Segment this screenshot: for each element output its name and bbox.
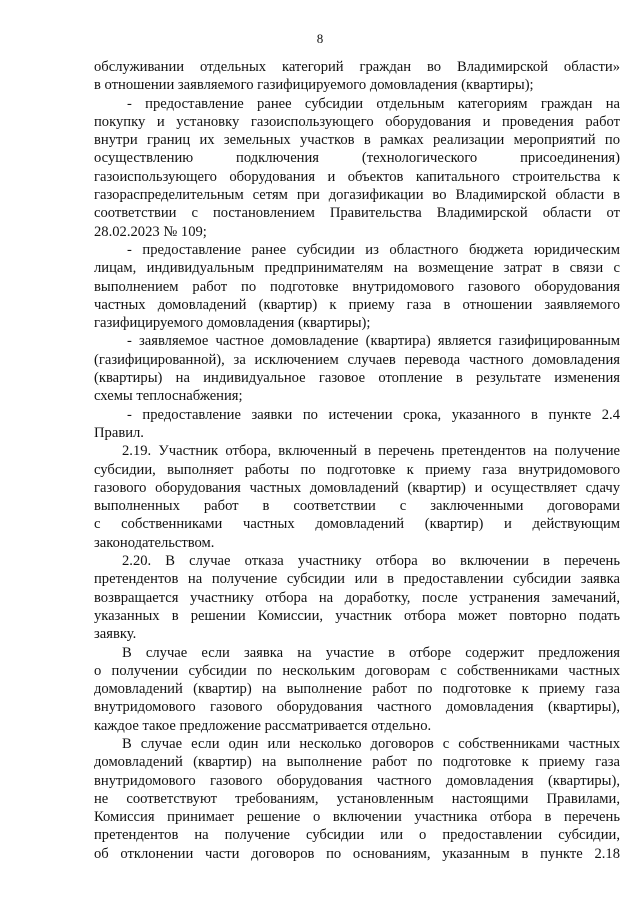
text-line: газифицируемого домовладения (квартиры);: [94, 315, 371, 332]
text-line: законодательством.: [94, 534, 215, 551]
page-number: 8: [316, 31, 324, 46]
paragraph: [94, 442, 620, 552]
text-line: (газифицированной), за исключением случаев перевода частного домовладения: [94, 351, 620, 368]
text-line: лицам, индивидуальным предпринимателям на возмещение затрат в связи с: [94, 260, 620, 277]
text-line: выполнением работ по подготовке внутридомового газового оборудования: [94, 278, 620, 295]
text-line: 28.02.2023 № 109;: [94, 223, 207, 240]
text-line: обслуживании отдельных категорий граждан во Владимирской области»: [94, 59, 620, 75]
text-line: в отношении заявляемого газифицируемого домовладения (квартиры);: [94, 77, 534, 94]
text-line: с собственниками частных домовладений (квартир) и действующим: [94, 516, 620, 533]
text-line: 2.20. В случае отказа участнику отбора во включении в перечень: [122, 553, 620, 570]
text-line: покупку и установку газоиспользующего оборудования и проведения работ: [94, 113, 620, 130]
text-line: - предоставление ранее субсидии отдельным категориям граждан на: [127, 95, 620, 112]
text-line: газоиспользующего оборудования и объектов капитального строительства к: [94, 168, 620, 185]
paragraph: [94, 95, 620, 241]
text-line: выполненных работ в соответствии с заключенными договорами: [94, 498, 620, 515]
text-line: возвращается участнику отбора на доработку, после устранения замечаний,: [94, 589, 620, 606]
text-line: Комиссия принимает решение о включении участника отбора в перечень: [94, 809, 620, 826]
text-line: внутри границ их земельных участков в рамках реализации мероприятий по: [94, 132, 620, 149]
text-line: соответствии с постановлением Правительства Владимирской области от: [94, 205, 620, 222]
document-body: [94, 58, 620, 863]
paragraph: [94, 552, 620, 643]
text-line: схемы теплоснабжения;: [94, 388, 243, 405]
text-line: В случае если один или несколько договоров с собственниками частных: [122, 735, 620, 752]
text-line: внутридомового газового оборудования частного домовладения (квартиры),: [94, 772, 620, 789]
text-line: осуществлению подключения (технологического присоединения): [94, 150, 620, 167]
text-line: газового оборудования частных домовладений (квартир) и осуществляет сдачу: [94, 479, 620, 496]
text-line: субсидии, выполняет работы по подготовке к приему газа внутридомового: [94, 461, 620, 478]
text-line: указанных в решении Комиссии, участник отбора может повторно подать: [94, 607, 620, 624]
text-line: - предоставление заявки по истечении срока, указанного в пункте 2.4: [127, 406, 620, 423]
text-line: не соответствуют требованиям, установленным настоящими Правилами,: [94, 790, 620, 807]
text-line: - заявляемое частное домовладение (квартира) является газифицированным: [127, 333, 620, 350]
paragraph: [94, 241, 620, 332]
text-line: каждое такое предложение рассматривается отдельно.: [94, 717, 432, 734]
paragraph: [94, 735, 620, 863]
text-line: домовладений (квартир) на выполнение работ по подготовке к приему газа: [94, 681, 620, 698]
text-line: (квартиры) на индивидуальное газовое отопление в результате изменения: [94, 370, 620, 387]
text-line: Правил.: [94, 424, 144, 441]
paragraph: [94, 58, 620, 95]
text-line: об отклонении части договоров по основаниям, указанным в пункте 2.18: [94, 845, 620, 862]
text-line: частных домовладений (квартир) к приему газа в отношении заявляемого: [94, 296, 620, 313]
text-line: претендентов на получение субсидии или о предоставлении субсидии,: [94, 827, 620, 844]
text-line: - предоставление ранее субсидии из областного бюджета юридическим: [127, 241, 620, 258]
text-line: 2.19. Участник отбора, включенный в перечень претендентов на получение: [122, 443, 620, 460]
text-line: претендентов на получение субсидии или в предоставлении субсидии заявка: [94, 571, 620, 588]
text-line: о получении субсидии по нескольким договорам с собственниками частных: [94, 662, 620, 679]
text-line: газораспределительным сетям при догазификации во Владимирской области в: [94, 187, 620, 204]
paragraph: [94, 332, 620, 405]
paragraph: [94, 406, 620, 443]
text-line: домовладений (квартир) на выполнение работ по подготовке к приему газа: [94, 754, 620, 771]
paragraph: [94, 644, 620, 735]
text-line: внутридомового газового оборудования частного домовладения (квартиры),: [94, 699, 620, 716]
text-line: заявку.: [94, 626, 137, 643]
text-line: В случае если заявка на участие в отборе содержит предложения: [122, 644, 620, 661]
